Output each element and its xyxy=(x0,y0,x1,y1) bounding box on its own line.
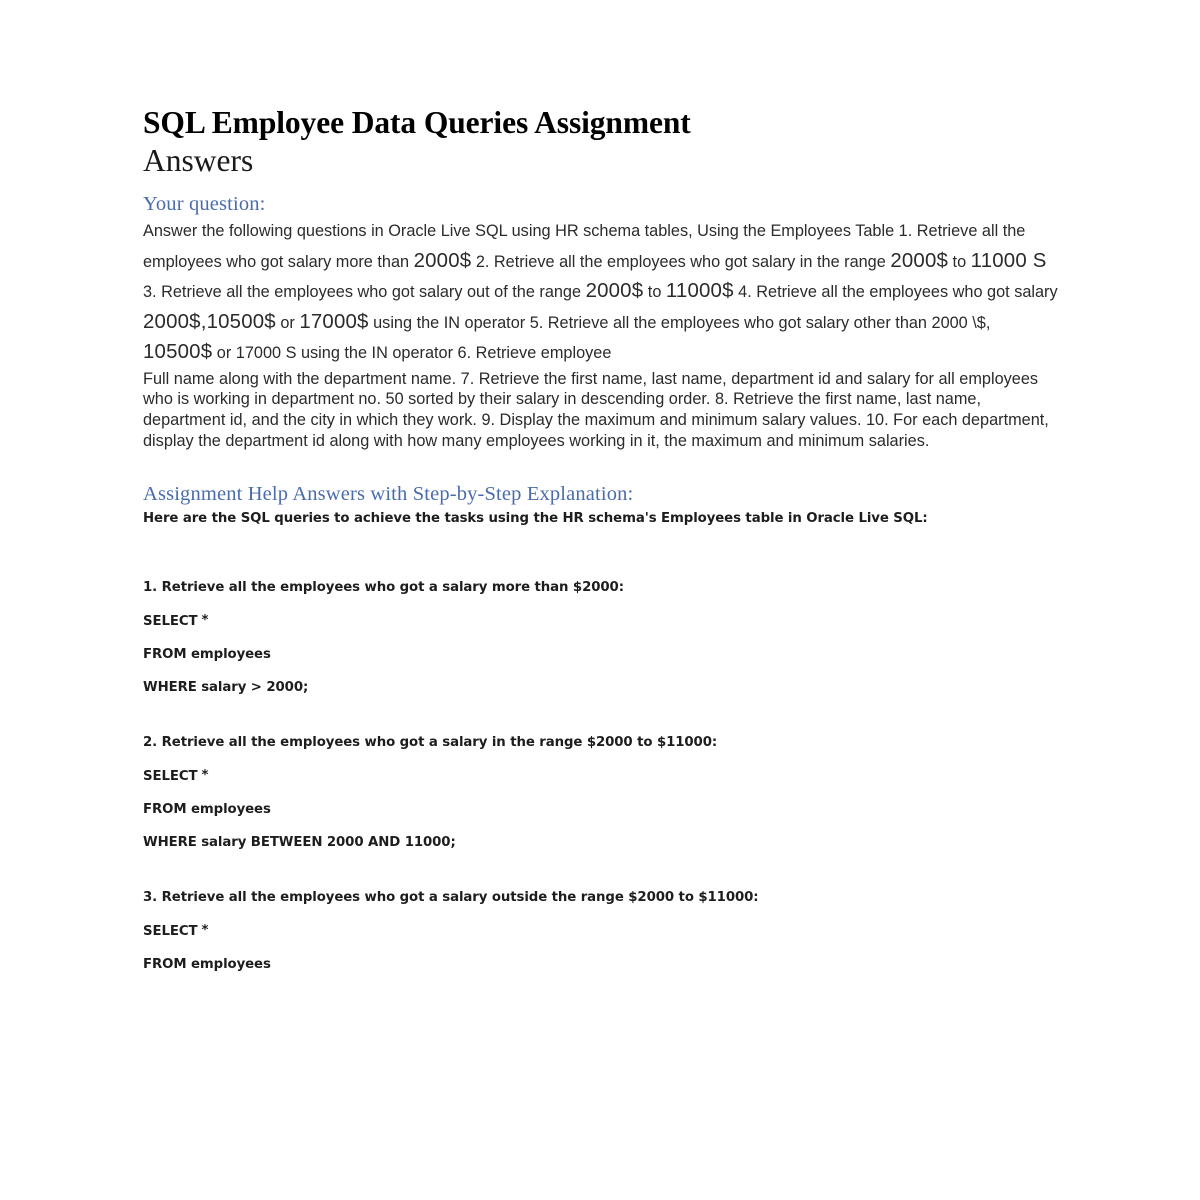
question-emphasis-amount: 11000 S xyxy=(970,249,1047,272)
answer-title: 1. Retrieve all the employees who got a salary more than $2000: xyxy=(143,580,624,596)
sql-code-line xyxy=(143,766,1063,786)
question-text-part: Answer the following questions in Oracle Live SQL using HR schema tables, Using the Employees Table 1. Retrieve all the employees who got salary more than xyxy=(143,222,1026,271)
sql-code-line xyxy=(143,833,1063,852)
page-title: SQL Employee Data Queries Assignment xyxy=(143,105,691,140)
question-emphasis-amount: 10500$ xyxy=(143,341,213,363)
page-subtitle: Answers xyxy=(143,143,254,178)
question-emphasis-amount: 2000$ xyxy=(890,249,949,272)
answer-block xyxy=(143,578,1063,697)
question-text-part: to xyxy=(948,252,971,271)
sql-code-line xyxy=(143,921,1063,941)
question-loose-text xyxy=(143,217,1063,369)
question-text-part: 4. Retrieve all the employees who got salary xyxy=(733,283,1058,301)
sql-code-text: FROM employees xyxy=(143,802,271,818)
sql-wildcard-asterisk: * xyxy=(201,613,209,629)
sql-code-line xyxy=(143,678,1063,697)
sql-code-text: FROM employees xyxy=(143,647,271,663)
question-emphasis-amount: 11000$ xyxy=(665,280,734,302)
answer-title: 3. Retrieve all the employees who got a salary outside the range $2000 to $11000: xyxy=(143,890,759,906)
sql-code-line xyxy=(143,611,1063,631)
sql-code-text: SELECT xyxy=(143,614,198,630)
sql-code-text: SELECT xyxy=(143,769,198,785)
question-text-part: 2. Retrieve all the employees who got salary in the range xyxy=(471,252,891,271)
question-text-part: 3. Retrieve all the employees who got salary out of the range xyxy=(143,283,586,301)
answer-blocks-container xyxy=(143,578,1063,974)
question-text-part: or xyxy=(275,313,300,332)
question-text-part: or 17000 S using the IN operator 6. Retrieve employee xyxy=(212,344,612,362)
question-emphasis-amount: 2000$ xyxy=(413,249,472,272)
question-emphasis-amount: 2000$,10500$ xyxy=(143,310,276,333)
sql-code-text: WHERE salary BETWEEN 2000 AND 11000; xyxy=(143,835,456,851)
question-emphasis-amount: 17000$ xyxy=(299,310,369,333)
sql-code-line xyxy=(143,645,1063,664)
sql-code-text: WHERE salary > 2000; xyxy=(143,680,309,696)
answers-section-heading: Assignment Help Answers with Step-by-Step Explanation: xyxy=(143,483,634,506)
question-text-part: using the IN operator 5. Retrieve all the employees who got salary other than 2000 \$, xyxy=(368,313,991,332)
question-paragraph xyxy=(143,217,1063,451)
sql-code-text: FROM employees xyxy=(143,957,271,973)
question-text-part: to xyxy=(643,283,666,301)
answer-title: 2. Retrieve all the employees who got a salary in the range $2000 to $11000: xyxy=(143,735,718,751)
question-section-heading: Your question: xyxy=(143,193,266,215)
sql-wildcard-asterisk: * xyxy=(201,768,209,784)
document-body xyxy=(143,104,1063,974)
question-tight-text: Full name along with the department name. 7. Retrieve the first name, last name, department id and salary for all employees who is working in department no. 50 sorted by their salary in descending order. 8. Retrieve the first name, last name, department id, and the city in which they work. 9. Display the maximum and minimum salary values. 10. For each department, display the department id along with how many employees working in it, the maximum and minimum salaries. xyxy=(143,369,1049,450)
answers-intro-text: Here are the SQL queries to achieve the tasks using the HR schema's Employees table in Oracle Live SQL: xyxy=(143,511,928,527)
sql-code-line xyxy=(143,955,1063,974)
sql-code-text: SELECT xyxy=(143,924,198,940)
sql-wildcard-asterisk: * xyxy=(201,923,209,939)
question-emphasis-amount: 2000$ xyxy=(585,280,644,302)
answer-block xyxy=(143,888,1063,974)
answer-block xyxy=(143,733,1063,852)
sql-code-line xyxy=(143,800,1063,819)
